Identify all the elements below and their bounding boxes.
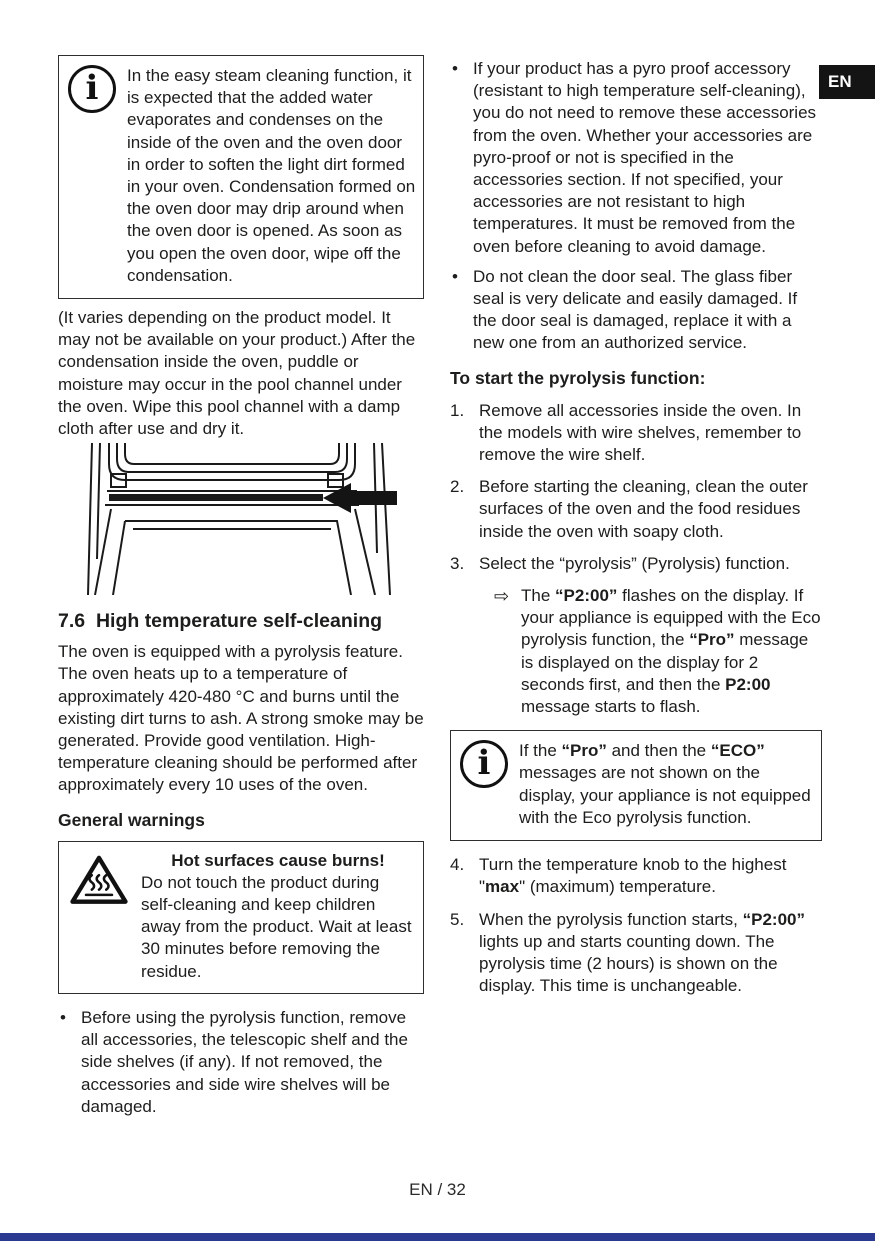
condensation-paragraph: (It varies depending on the product model. It may not be available on your product.) After the condensation inside the oven, puddle or moisture may occur in the pool channel under the oven. Wipe this pool channel with a damp cloth after use and dry it. [58,308,416,439]
right-bullet-item [450,58,822,258]
info-icon-glyph: i [460,740,508,788]
step-number: 4. [450,855,465,875]
eco-pyrolysis-info-text: If the “Pro” and then the “ECO” messages are not shown on the display, your appliance is not equipped with the Eco pyrolysis function. [519,741,811,827]
step-number: 5. [450,909,465,929]
oven-pool-channel-diagram [85,443,397,595]
step-3 [450,553,822,575]
steam-cleaning-info-box [58,55,424,299]
bullet-marker: • [60,1007,66,1027]
step-4 [450,854,822,898]
start-pyrolysis-heading: To start the pyrolysis function: [450,367,706,388]
section-heading [58,609,424,633]
step-number: 3. [450,553,465,573]
section-title: High temperature self-cleaning [95,610,383,633]
warning-title: Hot surfaces cause burns! [171,850,385,870]
step-text: Before starting the cleaning, clean the outer surfaces of the oven and the food residues inside the oven with soapy cloth. [479,477,808,541]
left-bullet-item [58,1007,424,1118]
warning-body: Do not touch the product during self-cleaning and keep children away from the product. Wait at least 30 minutes before removing the residue. [141,872,412,981]
section-number: 7.6 [58,610,86,633]
right-column [450,58,822,1007]
step-text: Remove all accessories inside the oven. In the models with wire shelves, remember to remove the wire shelf. [479,400,802,465]
result-arrow-icon: ⇨ [494,586,510,607]
info-icon [66,65,118,287]
step-5 [450,909,822,998]
door-seal-bullet-text: Do not clean the door seal. The glass fiber seal is very delicate and easily damaged. If the door seal is damaged, replace it with a new one from an authorized service. [473,266,798,353]
general-warnings-heading: General warnings [58,809,205,830]
page-number: EN / 32 [409,1180,466,1199]
step-3-result-text: The “P2:00” flashes on the display. If your appliance is equipped with the Eco pyrolysis function, the “Pro” message is displayed on the display for 2 seconds first, and then the P2:00 message starts to flash. [521,586,821,717]
hot-surface-warning-icon [67,850,131,983]
bullet-marker: • [452,266,458,286]
step-text: When the pyrolysis function starts, “P2:00” lights up and starts counting down. The pyrolysis time (2 hours) is shown on the display. This time is unchangeable. [479,909,805,996]
language-tab: EN [819,65,875,99]
pyro-proof-bullet-text: If your product has a pyro proof accessory (resistant to high temperature self-cleaning), you do not need to remove these accessories from the oven. Whether your accessories are pyro-proof or not is specified in the accessories section. If not specified, your accessories are not resistant to high temperatures. It must be removed from the oven before cleaning to avoid damage. [473,59,817,256]
left-column [58,55,424,1126]
hot-surface-warning-text [141,850,415,983]
step-number: 1. [450,400,465,420]
bottom-accent-bar [0,1233,875,1241]
step-number: 2. [450,477,465,497]
step-2 [450,476,822,543]
steam-cleaning-info-text: In the easy steam cleaning function, it is expected that the added water evaporates and condenses on the inside of the oven and the oven door in order to soften the light dirt formed in your oven. Condensation formed on the oven door may drip around when the oven door is opened. As soon as you open the oven door, wipe off the condensation. [127,66,416,285]
right-bullet-item [450,266,822,355]
eco-pyrolysis-info-box [450,730,822,841]
bullet-marker: • [452,59,458,78]
hot-surface-warning-box [58,841,424,994]
info-icon-glyph: i [68,65,116,113]
left-bullet-text: Before using the pyrolysis function, remove all accessories, the telescopic shelf and the side shelves (if any). If not removed, the accessories and side wire shelves will be damaged. [81,1007,408,1116]
step-3-result [494,585,822,718]
info-icon [458,740,510,829]
step-text: Select the “pyrolysis” (Pyrolysis) function. [479,553,790,573]
step-text: Turn the temperature knob to the highest "max" (maximum) temperature. [479,855,787,897]
step-1 [450,400,822,467]
pyrolysis-intro-paragraph: The oven is equipped with a pyrolysis feature. The oven heats up to a temperature of approximately 420-480 °C and burns until the existing dirt turns to ash. A strong smoke may be generated. Provide good ventilation. High-temperature cleaning should be performed after approximately every 10 uses of the oven. [58,642,424,795]
